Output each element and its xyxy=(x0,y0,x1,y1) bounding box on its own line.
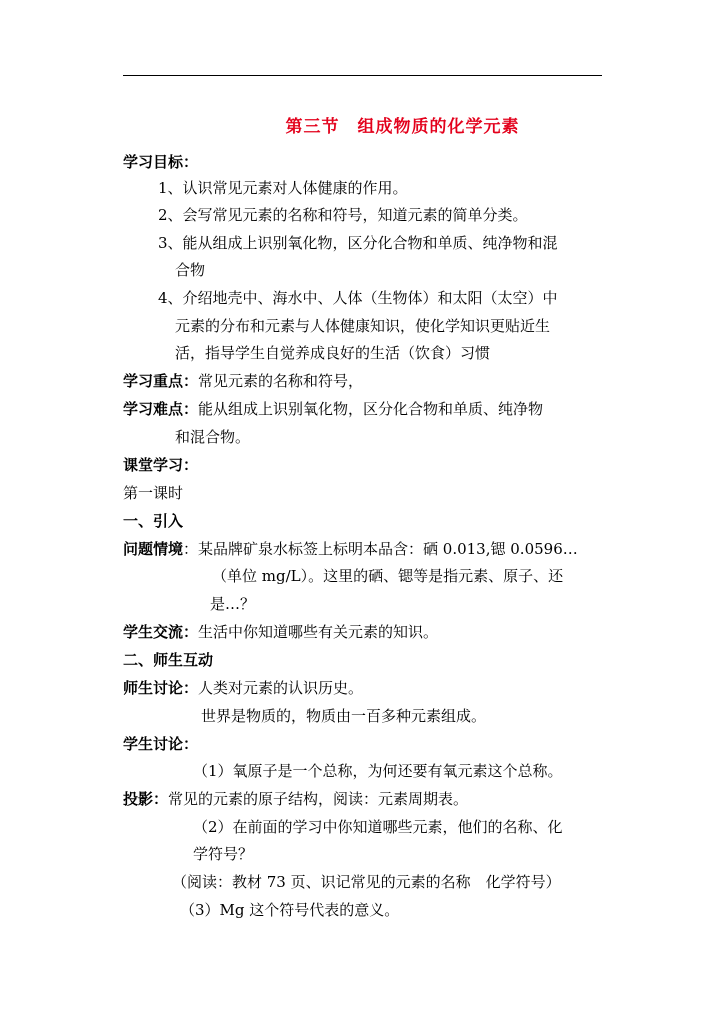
difficulty-label: 学习难点： xyxy=(123,400,199,418)
objective-3: 3、能从组成上识别氧化物，区分化合物和单质、纯净物和混 xyxy=(158,234,558,252)
section-interaction: 二、师生互动 xyxy=(123,651,214,669)
class-heading: 课堂学习： xyxy=(123,456,199,474)
projection-label: 投影： xyxy=(123,790,169,808)
question-1: （1）氧原子是一个总称，为何还要有氧元素这个总称。 xyxy=(193,762,563,780)
key-point-label: 学习重点： xyxy=(123,372,199,390)
exchange-text: 生活中你知道哪些有关元素的知识。 xyxy=(198,623,439,641)
teacher-discussion xyxy=(123,678,363,698)
scenario-text-cont-1: （单位 mg/L）。这里的硒、锶等是指元素、原子、还 xyxy=(212,567,564,585)
objective-4-cont-1: 元素的分布和元素与人体健康知识，使化学知识更贴近生 xyxy=(175,317,551,335)
scenario-text: ：某品牌矿泉水标签上标明本品含：硒 0.013,锶 0.0596… xyxy=(183,540,578,558)
teacher-label: 师生讨论： xyxy=(123,679,199,697)
difficulty-text: 能从组成上识别氧化物，区分化合物和单质、纯净物 xyxy=(198,400,544,418)
student-exchange xyxy=(123,622,438,642)
projection-text: 常见的元素的原子结构，阅读：元素周期表。 xyxy=(168,790,469,808)
page-title: 第三节 组成物质的化学元素 xyxy=(285,117,520,137)
teacher-text: 人类对元素的认识历史。 xyxy=(198,679,364,697)
question-2-cont: 学符号？ xyxy=(193,845,254,863)
objective-2: 2、会写常见元素的名称和符号，知道元素的简单分类。 xyxy=(158,206,528,224)
projection xyxy=(123,789,468,809)
key-point-text: 常见元素的名称和符号， xyxy=(198,372,364,390)
difficulty-text-cont: 和混合物。 xyxy=(175,428,251,446)
key-point xyxy=(123,371,363,391)
student-discussion-label: 学生讨论： xyxy=(123,735,199,753)
scenario xyxy=(123,539,578,559)
scenario-label: 问题情境 xyxy=(123,540,184,558)
section-intro: 一、引入 xyxy=(123,512,184,530)
objective-4: 4、介绍地壳中、海水中、人体（生物体）和太阳（太空）中 xyxy=(158,289,558,307)
teacher-text-cont: 世界是物质的，物质由一百多种元素组成。 xyxy=(201,707,487,725)
objective-1: 1、认识常见元素对人体健康的作用。 xyxy=(158,179,408,197)
scenario-text-cont-2: 是…？ xyxy=(210,595,256,613)
header-rule xyxy=(123,75,602,76)
objective-3-cont: 合物 xyxy=(175,261,206,279)
objectives-heading: 学习目标： xyxy=(123,153,199,171)
exchange-label: 学生交流： xyxy=(123,623,199,641)
question-3: （3）Mg 这个符号代表的意义。 xyxy=(180,901,400,919)
objective-4-cont-2: 活，指导学生自觉养成良好的生活（饮食）习惯 xyxy=(175,344,491,362)
lesson-label: 第一课时 xyxy=(123,484,184,502)
question-2: （2）在前面的学习中你知道哪些元素，他们的名称、化 xyxy=(193,818,563,836)
difficulty xyxy=(123,399,543,419)
reading-note: （阅读：教材 73 页、识记常见的元素的名称 化学符号） xyxy=(172,873,561,891)
